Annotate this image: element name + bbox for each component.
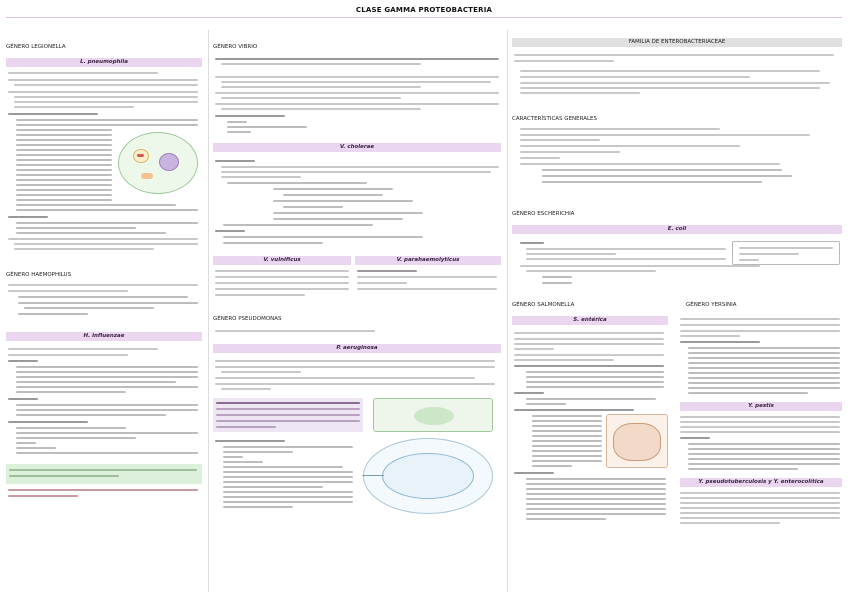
- section-header-vibrio: GÉNERO VIBRIO: [213, 44, 258, 50]
- band-p-aeruginosa: P. aeruginosa: [213, 344, 501, 353]
- epithelial-cell: [613, 423, 661, 461]
- band-enterobacteriaceae: FAMILIA DE ENTEROBACTERIACEAE: [512, 38, 842, 47]
- band-v-vulnificus: V. vulnificus: [213, 256, 351, 265]
- macrophage-cell-illustration: [118, 132, 198, 194]
- pseudomonas-cell-diagram: [363, 438, 493, 514]
- column-enterobacteriaceae: [512, 28, 842, 593]
- flagellum: [362, 475, 384, 476]
- band-e-coli: E. coli: [512, 225, 842, 234]
- column-legionella-haemophilus: [6, 28, 204, 593]
- section-header-pseudomonas: GÉNERO PSEUDOMONAS: [213, 316, 282, 322]
- section-header-characteristics: CARACTERÍSTICAS GENERALES: [512, 116, 598, 122]
- nucleus: [159, 153, 179, 171]
- biofilm-illustration: [373, 398, 493, 432]
- section-header-haemophilus: GÉNERO HAEMOPHILUS: [6, 272, 72, 278]
- biofilm-cluster: [414, 407, 454, 425]
- note-green-box: [6, 464, 202, 484]
- section-header-legionella: GÉNERO LEGIONELLA: [6, 44, 66, 50]
- salmonella-invasion-illustration: [606, 414, 668, 468]
- band-h-influenzae: H. influenzae: [6, 332, 202, 341]
- divider-1: [208, 30, 209, 592]
- inner-membrane: [382, 453, 474, 499]
- band-y-pestis: Y. pestis: [680, 402, 842, 411]
- band-y-pseudotuberculosis: Y. pseudotuberculosis y Y. enterocolítica: [680, 478, 842, 487]
- band-v-parahaemolyticus: V. parahaemolyticus: [355, 256, 501, 265]
- ecoli-pathotypes-box: [732, 241, 840, 265]
- section-header-yersinia: GÉNERO YERSINIA: [686, 302, 737, 308]
- divider-2: [507, 30, 508, 592]
- title-underline: [6, 17, 842, 18]
- section-header-salmonella: GÉNERO SALMONELLA: [512, 302, 575, 308]
- band-s-enterica: S. entérica: [512, 316, 668, 325]
- bacteria: [137, 154, 144, 157]
- page-title: CLASE GAMMA PROTEOBACTERIA: [355, 6, 493, 14]
- adaptation-box: [213, 398, 363, 432]
- band-l-pneumophila: L. pneumophila: [6, 58, 202, 67]
- column-vibrio-pseudomonas: [213, 28, 503, 593]
- band-v-cholerae: V. cholerae: [213, 143, 501, 152]
- section-header-escherichia: GÉNERO ESCHERICHIA: [512, 211, 575, 217]
- mitochondria: [141, 173, 153, 179]
